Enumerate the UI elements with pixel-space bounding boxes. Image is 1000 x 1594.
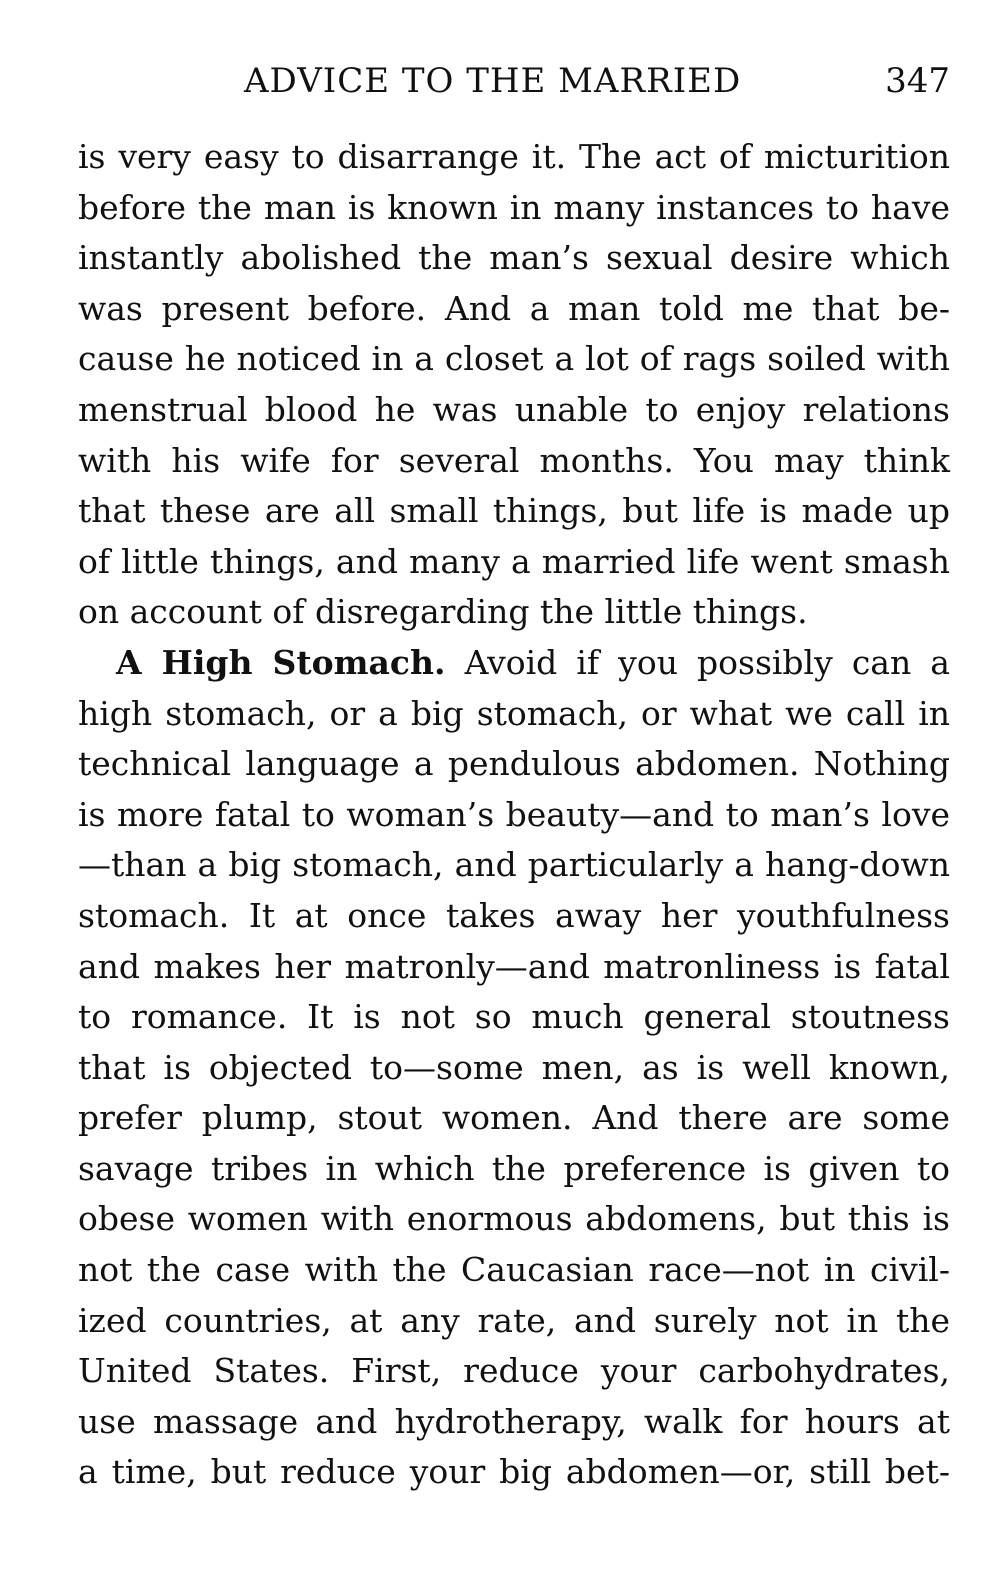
text-line-first [78, 638, 950, 689]
first-line-text: Avoid if you possibly can a [464, 642, 950, 682]
text-line: not the case with the Caucasian race—not in civil- [78, 1250, 950, 1290]
body-text [78, 132, 950, 1498]
text-line: United States. First, reduce your carbohydrates, [78, 1351, 950, 1391]
text-line: of little things, and many a married life went smash [78, 541, 950, 581]
text-line: —than a big stomach, and particularly a hang-down [78, 845, 950, 885]
paragraph-2 [78, 638, 950, 1498]
text-line: was present before. And a man told me that be- [78, 288, 950, 328]
text-line: high stomach, or a big stomach, or what we call in [78, 693, 950, 733]
text-line: to romance. It is not so much general stoutness [78, 997, 950, 1037]
section-heading: A High Stomach. [116, 642, 446, 682]
text-line: ized countries, at any rate, and surely not in the [78, 1300, 950, 1340]
running-head: ADVICE TO THE MARRIED [244, 61, 742, 101]
text-line: savage tribes in which the preference is given to [78, 1148, 950, 1188]
text-line: use massage and hydrotherapy, walk for hours at [78, 1401, 950, 1441]
text-line: prefer plump, stout women. And there are some [78, 1098, 950, 1138]
text-line: is very easy to disarrange it. The act of micturition [78, 137, 950, 176]
text-line: and makes her matronly—and matronliness is fatal [78, 946, 950, 986]
text-line: stomach. It at once takes away her youthfulness [78, 895, 950, 935]
text-line: that is objected to—some men, as is well known, [78, 1047, 950, 1087]
text-line: is more fatal to woman’s beauty—and to man’s love [78, 794, 950, 834]
text-line: menstrual blood he was unable to enjoy relations [78, 389, 950, 429]
page-number: 347 [885, 61, 950, 101]
text-line: that these are all small things, but life is made up [78, 491, 950, 531]
page-header [78, 56, 950, 106]
text-line: obese women with enormous abdomens, but this is [78, 1199, 950, 1239]
paragraph-1 [78, 132, 950, 638]
text-line: instantly abolished the man’s sexual desire which [78, 238, 950, 278]
text-line: a time, but reduce your big abdomen—or, still bet- [78, 1452, 950, 1492]
text-line: with his wife for several months. You may think [78, 440, 950, 480]
text-line: on account of disregarding the little things. [78, 592, 808, 632]
text-line: before the man is known in many instances to have [78, 187, 950, 227]
text-line: cause he noticed in a closet a lot of rags soiled with [78, 339, 950, 379]
text-line: technical language a pendulous abdomen. Nothing [78, 744, 950, 784]
